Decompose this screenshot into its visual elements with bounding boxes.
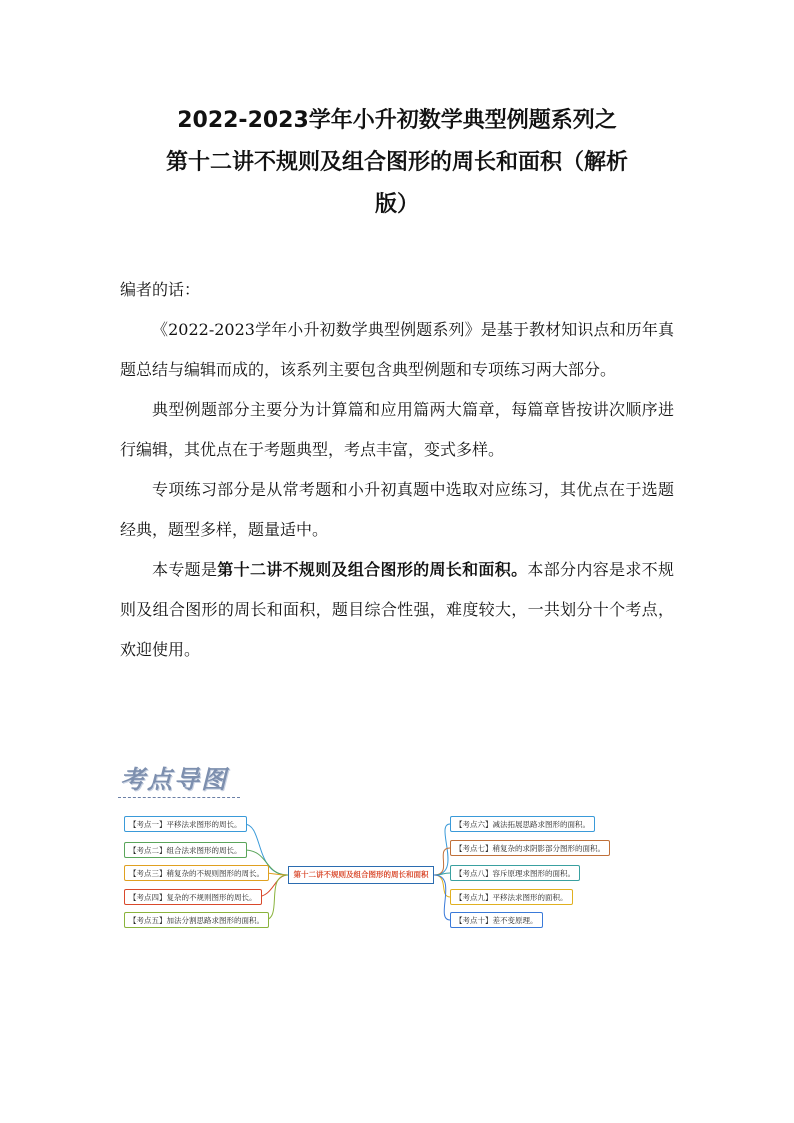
title-line-3: 版） [374, 192, 419, 217]
mindmap-center-node: 第十二讲不规则及组合图形的周长和面积 [288, 866, 434, 884]
title-line-1: 2022-2023学年小升初数学典型例题系列之 [177, 108, 617, 133]
connector-right-1 [434, 824, 450, 875]
title-line-2: 第十二讲不规则及组合图形的周长和面积（解析 [165, 150, 628, 175]
intro-paragraph-2: 典型例题部分主要分为计算篇和应用篇两大篇章，每篇章皆按讲次顺序进行编辑，其优点在于考题典型，考点丰富，变式多样。 [120, 400, 674, 459]
mindmap [124, 812, 614, 936]
mindmap-node-left-1: 【考点一】平移法求图形的周长。 [124, 816, 247, 832]
mindmap-node-right-4: 【考点九】平移法求图形的面积。 [450, 889, 573, 905]
mindmap-node-right-3: 【考点八】容斥原理求图形的面积。 [450, 865, 580, 881]
p4-prefix: 本专题是 [152, 560, 218, 579]
mindmap-node-left-2: 【考点二】组合法求图形的周长。 [124, 842, 247, 858]
mindmap-node-left-3: 【考点三】稍复杂的不规则图形的周长。 [124, 865, 269, 881]
mindmap-heading: 考点导图 [120, 765, 229, 794]
mindmap-node-right-2: 【考点七】稍复杂的求阴影部分图形的面积。 [450, 840, 610, 856]
intro-label: 编者的话： [120, 280, 201, 299]
mindmap-node-left-5: 【考点五】加法分割思路求图形的面积。 [124, 912, 269, 928]
connector-right-5 [434, 875, 450, 920]
intro-paragraph-1: 《2022-2023学年小升初数学典型例题系列》是基于教材知识点和历年真题总结与编辑而成的，该系列主要包含典型例题和专项练习两大部分。 [120, 320, 674, 379]
mindmap-node-left-4: 【考点四】复杂的不规则图形的周长。 [124, 889, 262, 905]
p4-bold-topic: 第十二讲不规则及组合图形的周长和面积。 [217, 560, 528, 579]
p4-suffix: 本部分内容是求不规则及组合图形的周长和面积，题目综合性强，难度较大，一共划分十个考点，欢迎使用。 [120, 560, 674, 659]
mindmap-node-right-1: 【考点六】减法拓展思路求图形的面积。 [450, 816, 595, 832]
intro-section [120, 270, 674, 670]
mindmap-node-right-5: 【考点十】差不变原理。 [450, 912, 543, 928]
intro-paragraph-4 [120, 550, 674, 670]
document-title [120, 100, 674, 226]
intro-paragraph-3: 专项练习部分是从常考题和小升初真题中选取对应练习，其优点在于选题经典，题型多样，题量适中。 [120, 480, 674, 539]
mindmap-heading-underline [118, 797, 240, 798]
